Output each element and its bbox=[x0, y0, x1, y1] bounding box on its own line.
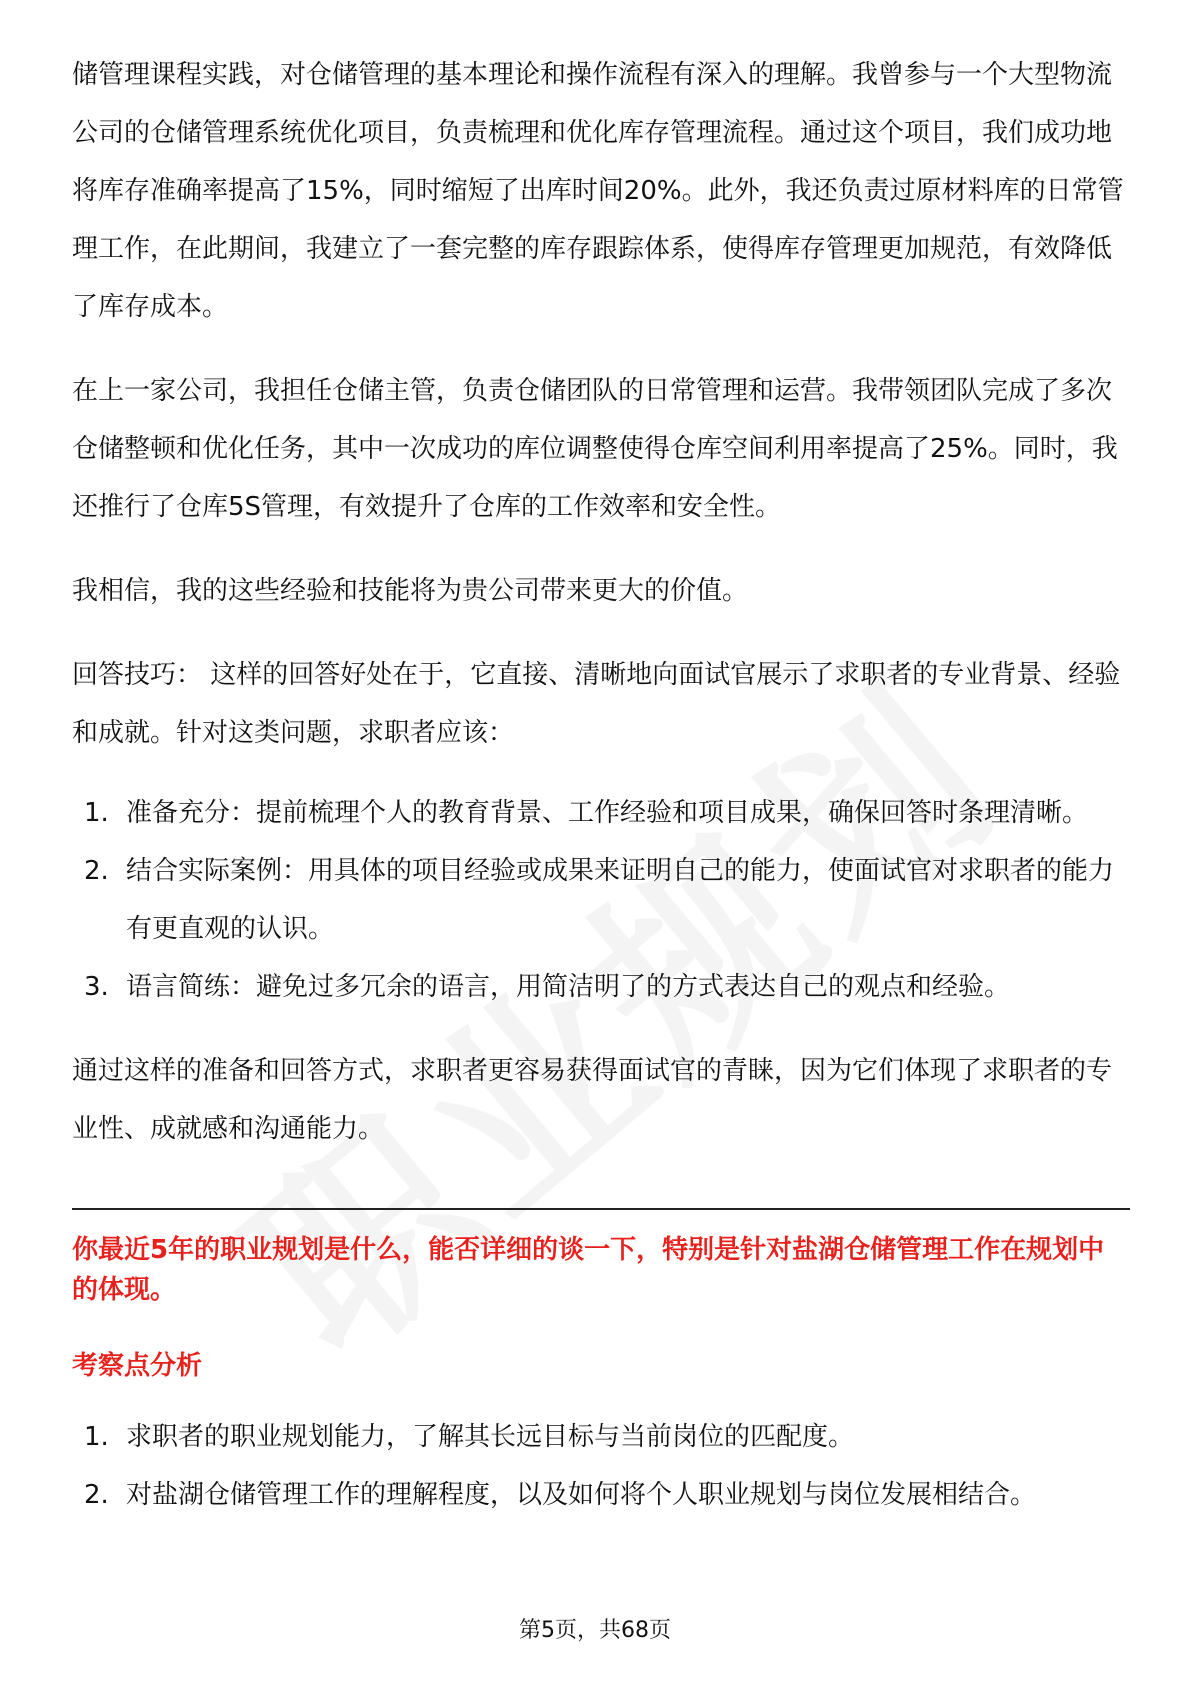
list-number: 3. bbox=[84, 972, 109, 1002]
page-content bbox=[72, 46, 1130, 1524]
paragraph-answer-tips: 回答技巧： 这样的回答好处在于，它直接、清晰地向面试官展示了求职者的专业背景、经验和成就。针对这类问题，求职者应该： bbox=[72, 660, 1121, 748]
section-divider bbox=[72, 1208, 1130, 1210]
list-item bbox=[72, 1408, 1130, 1466]
tips-list bbox=[72, 784, 1130, 1016]
list-text: 求职者的职业规划能力，了解其长远目标与当前岗位的匹配度。 bbox=[126, 1422, 855, 1452]
list-number: 1. bbox=[84, 1422, 109, 1452]
paragraph-previous-role: 在上一家公司，我担任仓储主管，负责仓储团队的日常管理和运营。我带领团队完成了多次仓储整顿和优化任务，其中一次成功的库位调整使得仓库空间利用率提高了25%。同时，我还推行了仓库5S管理，有效提升了仓库的工作效率和安全性。 bbox=[72, 376, 1118, 522]
list-text: 结合实际案例：用具体的项目经验或成果来证明自己的能力，使面试官对求职者的能力有更直观的认识。 bbox=[126, 856, 1115, 944]
list-text: 准备充分：提前梳理个人的教育背景、工作经验和项目成果，确保回答时条理清晰。 bbox=[126, 798, 1089, 828]
list-item bbox=[72, 784, 1130, 842]
list-number: 2. bbox=[84, 1480, 109, 1510]
list-number: 2. bbox=[84, 856, 109, 886]
list-number: 1. bbox=[84, 798, 109, 828]
analysis-list bbox=[72, 1408, 1130, 1524]
question-title: 你最近5年的职业规划是什么，能否详细的谈一下，特别是针对盐湖仓储管理工作在规划中的体现。 bbox=[72, 1235, 1105, 1305]
list-item bbox=[72, 1466, 1130, 1524]
analysis-heading: 考察点分析 bbox=[72, 1351, 203, 1381]
paragraph-conclusion: 通过这样的准备和回答方式，求职者更容易获得面试官的青睐，因为它们体现了求职者的专业性、成就感和沟通能力。 bbox=[72, 1056, 1113, 1144]
list-item bbox=[72, 842, 1130, 958]
list-item bbox=[72, 958, 1130, 1016]
page-footer: 第5页，共68页 bbox=[519, 1618, 671, 1643]
paragraph-experience: 储管理课程实践，对仓储管理的基本理论和操作流程有深入的理解。我曾参与一个大型物流公司的仓储管理系统优化项目，负责梳理和优化库存管理流程。通过这个项目，我们成功地将库存准确率提高了15%，同时缩短了出库时间20%。此外，我还负责过原材料库的日常管理工作，在此期间，我建立了一套完整的库存跟踪体系，使得库存管理更加规范，有效降低了库存成本。 bbox=[72, 60, 1124, 322]
list-text: 对盐湖仓储管理工作的理解程度，以及如何将个人职业规划与岗位发展相结合。 bbox=[126, 1480, 1037, 1510]
paragraph-belief: 我相信，我的这些经验和技能将为贵公司带来更大的价值。 bbox=[72, 576, 749, 606]
list-text: 语言简练：避免过多冗余的语言，用简洁明了的方式表达自己的观点和经验。 bbox=[126, 972, 1011, 1002]
